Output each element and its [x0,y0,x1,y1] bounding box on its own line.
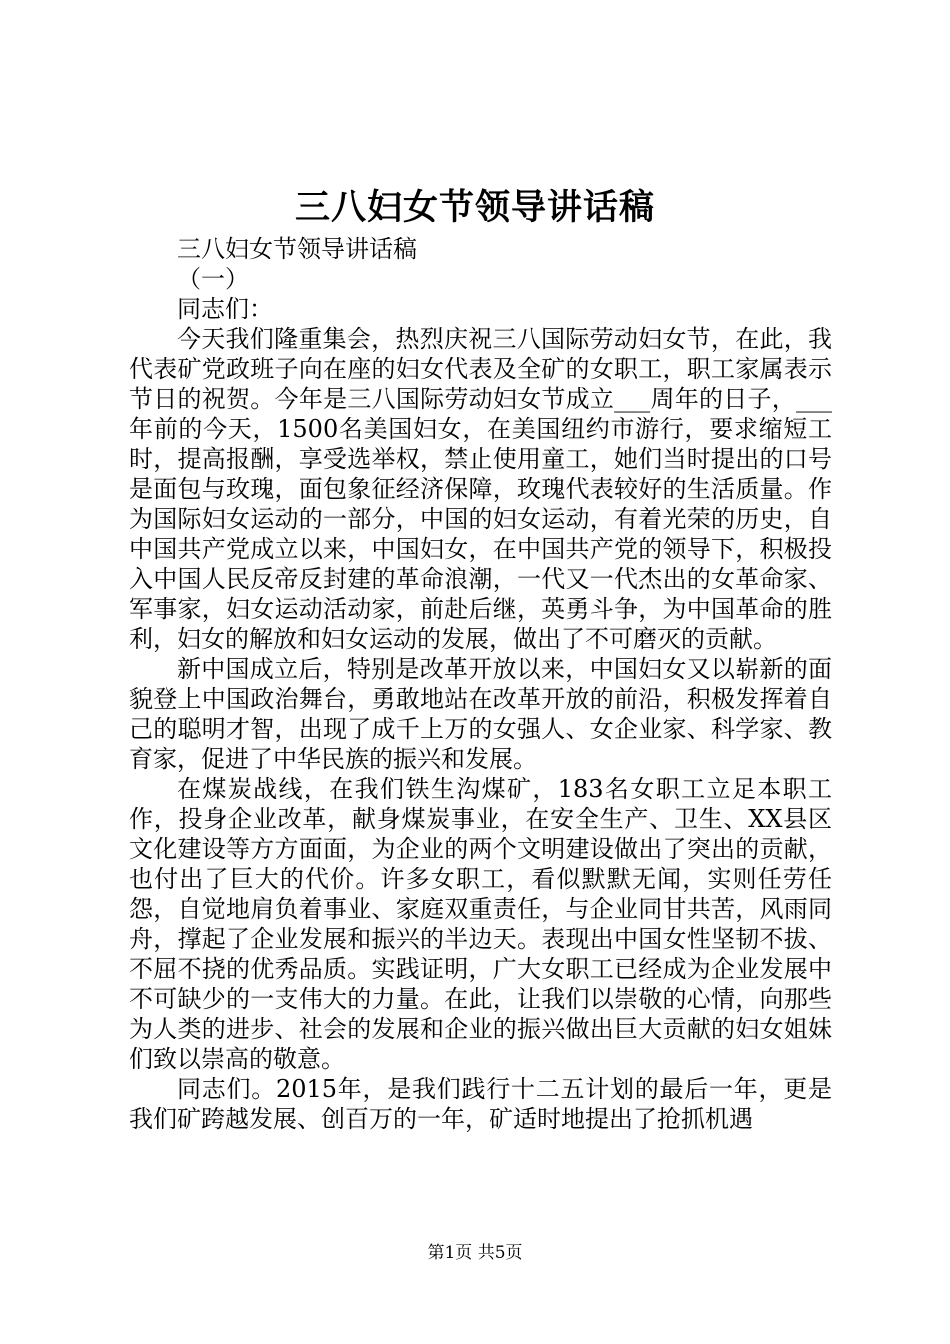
document-body [129,234,832,1134]
document-title: 三八妇女节领导讲话稿 [294,187,655,228]
paragraph-3: 在煤炭战线，在我们铁生沟煤矿，183名女职工立足本职工作，投身企业改革，献身煤炭事业，在安全生产、卫生、XX县区文化建设等方方面面，为企业的两个文明建设做出了突出的贡献，也付出了巨大的代价。许多女职工，看似默默无闻，实则任劳任怨，自觉地肩负着事业、家庭双重责任，与企业同甘共苦，风雨同舟，撑起了企业发展和振兴的半边天。表现出中国女性坚韧不拔、不屈不挠的优秀品质。实践证明，广大女职工已经成为企业发展中不可缺少的一支伟大的力量。在此，让我们以崇敬的心情，向那些为人类的进步、社会的发展和企业的振兴做出巨大贡献的妇女姐妹们致以崇高的敬意。 [129,775,832,1073]
paragraph-4: 同志们。2015年，是我们践行十二五计划的最后一年，更是我们矿跨越发展、创百万的一年，矿适时地提出了抢抓机遇 [129,1075,832,1133]
document-subtitle: 三八妇女节领导讲话稿 [177,235,417,263]
salutation: 同志们： [177,295,273,323]
section-marker: （一） [177,265,249,293]
paragraph-2: 新中国成立后，特别是改革开放以来，中国妇女又以崭新的面貌登上中国政治舞台，勇敢地站在改革开放的前沿，积极发挥着自己的聪明才智，出现了成千上万的女强人、女企业家、科学家、教育家，促进了中华民族的振兴和发展。 [129,655,832,773]
page-number-footer: 第1页 共5页 [427,1243,523,1263]
paragraph-1: 今天我们隆重集会，热烈庆祝三八国际劳动妇女节，在此，我代表矿党政班子向在座的妇女代表及全矿的女职工，职工家属表示节日的祝贺。今年是三八国际劳动妇女节成立___周年的日子，___年前的今天，1500名美国妇女，在美国纽约市游行，要求缩短工时，提高报酬，享受选举权，禁止使用童工，她们当时提出的口号是面包与玫瑰，面包象征经济保障，玫瑰代表较好的生活质量。作为国际妇女运动的一部分，中国的妇女运动，有着光荣的历史，自中国共产党成立以来，中国妇女，在中国共产党的领导下，积极投入中国人民反帝反封建的革命浪潮，一代又一代杰出的女革命家、军事家，妇女运动活动家，前赴后继，英勇斗争，为中国革命的胜利，妇女的解放和妇女运动的发展，做出了不可磨灭的贡献。 [129,325,832,653]
